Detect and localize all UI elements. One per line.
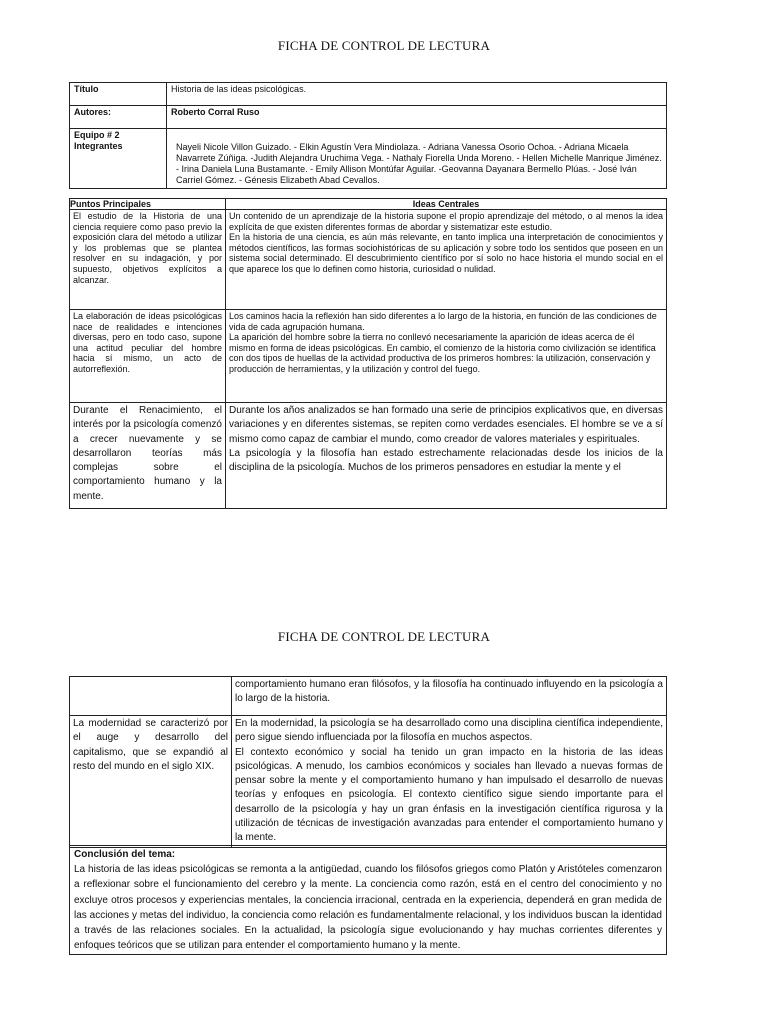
conclusion-cell bbox=[70, 846, 667, 955]
col-header-main-points: Puntos Principales bbox=[70, 199, 226, 210]
page-title: FICHA DE CONTROL DE LECTURA bbox=[277, 629, 491, 644]
team-label-line-2: Integrantes bbox=[74, 141, 123, 151]
central-ideas-cell bbox=[226, 210, 667, 310]
table-row bbox=[70, 210, 667, 310]
idea-paragraph: En la modernidad, la psicología se ha desarrollado como una disciplina científica independiente, pero sigue siendo influenciada por la filosofía en muchos aspectos. bbox=[235, 718, 663, 744]
table-row bbox=[70, 716, 667, 848]
table-row bbox=[70, 403, 667, 509]
main-point-cell bbox=[70, 677, 232, 716]
idea-paragraph: Un contenido de un aprendizaje de la historia supone el propio aprendizaje del método, o al menos la idea explícita de que existen diferentes formas de abordar y sistematizar este estudio. bbox=[229, 211, 663, 232]
idea-paragraph: El contexto económico y social ha tenido un gran impacto en la historia de las ideas psicológicas. A menudo, los cambios económicos y sociales han llevado a nuevas formas de pensar sobre la mente y el comportamiento humano y han impulsado el desarrollo de nuevas teorías y enfoques en psicología. El contexto científico sigue siendo importante para el desarrollo de la psicología y hay un gran énfasis en la investigación científica rigurosa y la utilización de técnicas de investigación avanzadas para entender el comportamiento humano y la mente. bbox=[235, 746, 663, 844]
info-table bbox=[69, 82, 667, 189]
page-title: FICHA DE CONTROL DE LECTURA bbox=[277, 38, 491, 53]
table-row bbox=[70, 310, 667, 403]
central-ideas-cell bbox=[226, 403, 667, 509]
idea-paragraph: La psicología y la filosofía han estado estrechamente relacionadas desde los inicios de la disciplina de la psicología. Muchos de los primeros pensadores en estudiar la mente y el bbox=[229, 447, 663, 474]
idea-paragraph: En la historia de una ciencia, es aún más relevante, en tanto implica una interpretación de conocimientos y métodos científicos, las formas sociohistóricas de su aplicación y sobre todo los sentidos que poseen en un sistema social determinado. El descubrimiento científico por sí solo no hace historia el mundo social en el que aparece los que lo definen como historia, curiosidad o nulidad. bbox=[229, 232, 663, 274]
col-header-central-ideas: Ideas Centrales bbox=[226, 199, 667, 210]
main-point-cell: Durante el Renacimiento, el interés por la psicología comenzó a crecer nuevamente y se desarrollaron teorías más complejas sobre el comportamiento humano y la mente. bbox=[70, 403, 226, 509]
conclusion-text: La historia de las ideas psicológicas se remonta a la antigüedad, cuando los filósofos griegos como Platón y Aristóteles comenzaron a reflexionar sobre el funcionamiento del cerebro y la mente. La conciencia como razón, está en el centro del conocimiento y no excluye otros procesos y experiencias mentales, la conciencia irracional, centrada en la experiencia, dependerá en gran medida de las acciones y metas del individuo, la conciencia como relación es fundamentalmente relacional, y los individuos buscan la identidad a través de las relaciones sociales. En la actualidad, la psicología sigue evolucionando y hay muchas corrientes diferentes y enfoques teóricos que se utilizan para entender el comportamiento humano y la mente. bbox=[74, 864, 662, 952]
conclusion-table bbox=[69, 845, 667, 955]
table-row bbox=[70, 677, 667, 716]
reading-table-1 bbox=[69, 198, 667, 509]
central-ideas-cell bbox=[232, 716, 667, 848]
idea-paragraph: La aparición del hombre sobre la tierra no conllevó necesariamente la aparición de ideas acerca de él mismo en forma de ideas psicológicas. En cambio, el comienzo de la historia como civilización se identifica con dos tipos de huellas de la actividad productiva de los primeros hombres: la utilización, conservación y producción de herramientas, y la utilización y control del fuego. bbox=[229, 332, 656, 374]
conclusion-label: Conclusión del tema: bbox=[74, 849, 176, 860]
central-ideas-cell bbox=[226, 310, 667, 403]
team-members-text: Nayeli Nicole Villon Guizado. - Elkin Agustín Vera Mindiolaza. - Adriana Vanessa Osorio Ochoa. - Adriana Micaela Navarrete Zúñiga. -Judith Alejandra Uruchima Vega. - Nathaly Fiorella Unda Moreno. - Hellen Michelle Manrique Jiménez. - Irina Daniela Luna Bustamante. - Emily Allison Montúfar Aguilar. -Geovanna Dayanara Bermello Plúas. - José Iván Carriel Gómez. - Génesis Elizabeth Abad Cevallos. bbox=[176, 142, 662, 185]
main-point-cell: La elaboración de ideas psicológicas nace de realidades e intenciones diversas, pero en todo caso, supone una actitud peculiar del hombre hacia sí mismo, un acto de autorreflexión. bbox=[70, 310, 226, 403]
idea-paragraph: Durante los años analizados se han formado una serie de principios explicativos que, en diversas variaciones y en diferentes sistemas, se repiten como verdades esenciales. El hombre se ve a sí mismo como capaz de cambiar el mundo, como creador de valores materiales y espirituales. bbox=[229, 405, 663, 445]
idea-paragraph: Los caminos hacia la reflexión han sido diferentes a lo largo de la historia, en función de las condiciones de vida de cada agrupación humana. bbox=[229, 311, 657, 332]
team-members bbox=[167, 129, 667, 189]
idea-paragraph: comportamiento humano eran filósofos, y la filosofía ha continuado influyendo en la psicología a lo largo de la historia. bbox=[235, 679, 663, 705]
authors-label: Autores: bbox=[70, 106, 167, 129]
team-label-line-1: Equipo # 2 bbox=[74, 130, 120, 140]
title-label: Título bbox=[70, 83, 167, 106]
team-label bbox=[70, 129, 167, 189]
authors-value: Roberto Corral Ruso bbox=[167, 106, 667, 129]
reading-table-2 bbox=[69, 676, 667, 848]
main-point-cell: La modernidad se caracterizó por el auge y desarrollo del capitalismo, que se expandió al resto del mundo en el siglo XIX. bbox=[70, 716, 232, 848]
central-ideas-cell bbox=[232, 677, 667, 716]
main-point-cell: El estudio de la Historia de una ciencia requiere como paso previo la exposición clara del método a utilizar y los problemas que se plantea resolver en su indagación, y por supuesto, objetivos explícitos a alcanzar. bbox=[70, 210, 226, 310]
title-value: Historia de las ideas psicológicas. bbox=[167, 83, 667, 106]
